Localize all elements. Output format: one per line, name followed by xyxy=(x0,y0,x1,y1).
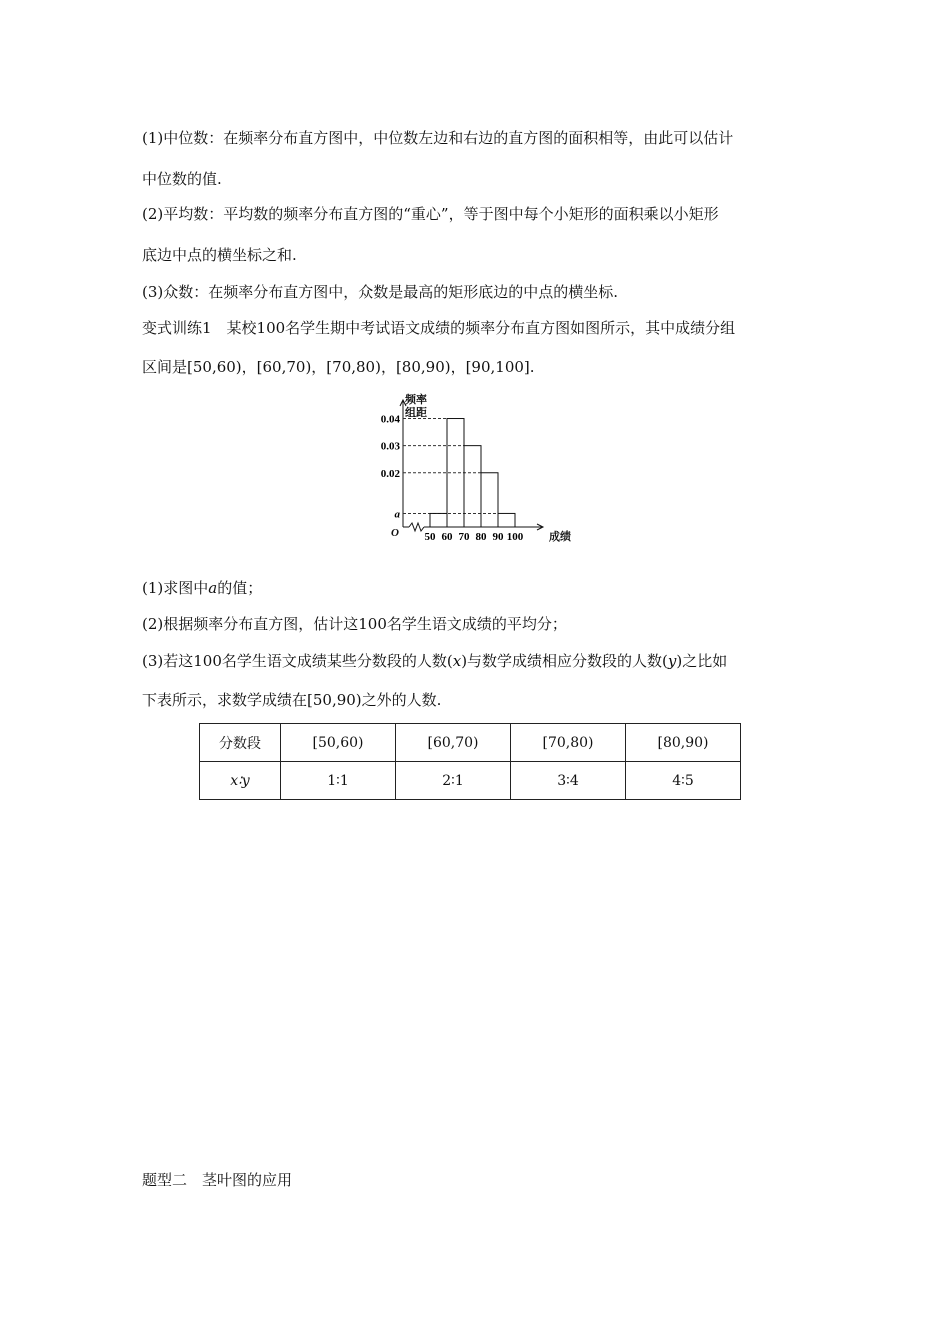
para-median-1: (1)中位数：在频率分布直方图中，中位数左边和右边的直方图的面积相等，由此可以估计 xyxy=(142,129,734,147)
table-header-cell: [50,60) xyxy=(281,724,396,762)
histogram-bar xyxy=(481,473,498,527)
question-2: (2)根据频率分布直方图，估计这100名学生语文成绩的平均分； xyxy=(142,615,567,633)
exercise-intro-1: 变式训练1 某校100名学生期中考试语文成绩的频率分布直方图如图所示，其中成绩分组 xyxy=(142,319,736,337)
question-3-part-b: )与数学成绩相应分数段的人数( xyxy=(461,652,668,670)
table-cell: 1∶1 xyxy=(281,762,396,800)
axis-break-zigzag xyxy=(409,523,424,531)
table-cell: 4∶5 xyxy=(626,762,741,800)
histogram-bar xyxy=(498,513,515,527)
table-row xyxy=(200,762,741,800)
y-tick-label: a xyxy=(394,508,400,521)
y-axis-label-bottom: 组距 xyxy=(405,407,427,419)
y-axis-label-top: 频率 xyxy=(405,394,427,406)
question-1-suffix: 的值； xyxy=(217,579,263,597)
table-header-label: 分数段 xyxy=(200,724,281,762)
question-1-prefix: (1)求图中 xyxy=(142,579,209,597)
x-tick-label: 60 xyxy=(441,531,453,543)
x-tick-label: 50 xyxy=(424,531,436,543)
histogram-bar xyxy=(464,446,481,527)
question-3-x: x xyxy=(452,652,462,670)
question-3-part-c: )之比如 xyxy=(676,652,728,670)
x-axis-label: 成绩 xyxy=(549,531,571,543)
table-header-cell: [60,70) xyxy=(396,724,511,762)
question-1-variable: a xyxy=(208,579,218,597)
table-header-cell: [80,90) xyxy=(626,724,741,762)
question-3-part-a: (3)若这100名学生语文成绩某些分数段的人数( xyxy=(142,652,453,670)
x-tick-label: 90 xyxy=(492,531,504,543)
question-3-line-2: 下表所示，求数学成绩在[50,90)之外的人数. xyxy=(142,691,442,709)
x-tick-label: 100 xyxy=(506,531,524,543)
para-mean-2: 底边中点的横坐标之和. xyxy=(142,246,297,264)
question-1 xyxy=(142,578,262,598)
x-tick-label: 80 xyxy=(475,531,487,543)
y-tick-label: 0.03 xyxy=(380,440,400,453)
table-header-cell: [70,80) xyxy=(511,724,626,762)
para-mode: (3)众数：在频率分布直方图中，众数是最高的矩形底边的中点的横坐标. xyxy=(142,283,619,301)
table-cell: 3∶4 xyxy=(511,762,626,800)
table-ratio-label: x∶y xyxy=(200,762,281,800)
x-tick-label: 70 xyxy=(458,531,470,543)
y-tick-label: 0.04 xyxy=(380,413,400,426)
section-title: 题型二 茎叶图的应用 xyxy=(142,1171,293,1189)
question-3-line-1 xyxy=(142,651,727,671)
histogram-figure xyxy=(380,392,585,552)
origin-label: O xyxy=(391,527,399,539)
exercise-intro-2: 区间是[50,60)，[60,70)，[70,80)，[80,90)，[90,100]. xyxy=(142,358,535,376)
histogram-bar xyxy=(430,513,447,527)
y-tick-label: 0.02 xyxy=(380,467,400,480)
para-median-2: 中位数的值. xyxy=(142,170,222,188)
table-cell: 2∶1 xyxy=(396,762,511,800)
table-header-row xyxy=(200,724,741,762)
para-mean-1: (2)平均数：平均数的频率分布直方图的“重心”，等于图中每个小矩形的面积乘以小矩形 xyxy=(142,205,719,223)
question-3-y: y xyxy=(667,652,677,670)
ratio-table xyxy=(199,723,741,800)
